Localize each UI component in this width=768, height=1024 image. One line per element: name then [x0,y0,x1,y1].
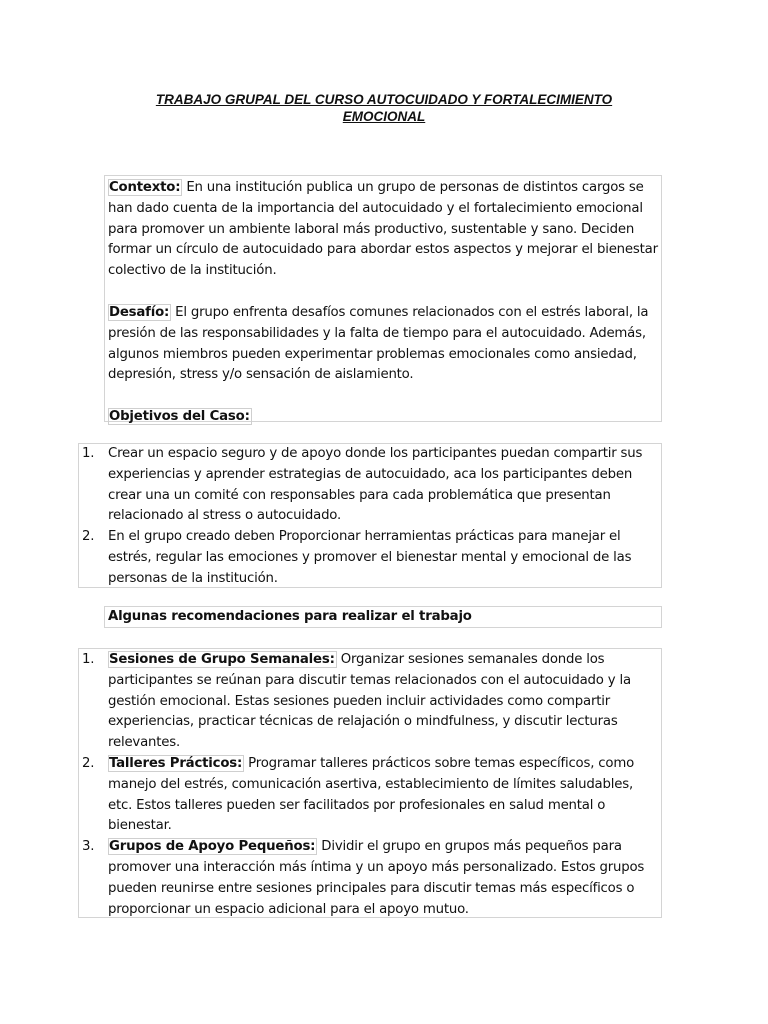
list-number: 2. [82,755,95,771]
list-number: 2. [82,529,95,545]
list-item [79,837,659,920]
challenge-label: Desafío: [109,304,170,320]
recommendations-heading-box [104,606,662,628]
list-number: 1. [82,652,95,667]
recommendation-text: Programar talleres prácticos sobre temas específicos, como manejo del estrés, comunicación asertiva, establecimiento de límites saludables, etc. Estos talleres pueden ser facilitados por profesionales en salud mental o bienestar. [108,755,635,834]
title-line-1: TRABAJO GRUPAL DEL CURSO AUTOCUIDADO Y FORTALECIMIENTO [155,92,613,107]
document-title [110,91,658,125]
challenge-paragraph [108,303,659,386]
recommendations-heading: Algunas recomendaciones para realizar el trabajo [108,609,472,624]
objectives-heading: Objetivos del Caso: [109,409,250,425]
list-item [79,527,659,589]
recommendation-label: Talleres Prácticos: [109,755,243,771]
spacer [108,386,659,407]
recommendation-label: Sesiones de Grupo Semanales: [109,652,335,667]
list-item-text: En el grupo creado deben Proporcionar herramientas prácticas para manejar el estrés, regular las emociones y promover el bienestar mental y emocional de las personas de la institución. [108,529,632,586]
list-item-text: Crear un espacio seguro y de apoyo donde los participantes puedan compartir sus experiencias y aprender estrategias de autocuidado, aca los participantes deben crear una un comité con responsables para cada problemática que presentan relacionado al stress o autocuidado. [108,446,643,524]
recommendation-text: Organizar sesiones semanales donde los participantes se reúnan para discutir temas relacionados con el autocuidado y la gestión emocional. Estas sesiones pueden incluir actividades como compartir experiencias, practicar técnicas de relajación o mindfulness, y discutir lecturas relevantes. [108,652,631,751]
challenge-text: El grupo enfrenta desafíos comunes relacionados con el estrés laboral, la presión de las responsabilidades y la falta de tiempo para el autocuidado. Además, algunos miembros pueden experimentar problemas emocionales como ansiedad, depresión, stress y/o sensación de aislamiento. [108,304,649,383]
list-number: 1. [82,446,95,461]
recommendations-list [79,650,659,920]
context-label: Contexto: [109,180,181,195]
context-section [104,175,662,425]
recommendations-list-section [78,648,662,918]
objectives-list [79,444,659,590]
list-item [79,650,659,754]
context-text: En una institución publica un grupo de personas de distintos cargos se han dado cuenta de la importancia del autocuidado y el fortalecimiento emocional para promover un ambiente laboral más productivo, sustentable y sano. Deciden formar un círculo de autocuidado para abordar estos aspectos y mejorar el bienestar colectivo de la institución. [108,180,658,279]
recommendation-text: Dividir el grupo en grupos más pequeños para promover una interacción más íntima y un apoyo más personalizado. Estos grupos pueden reunirse entre sesiones principales para discutir temas más específicos o proporcionar un espacio adicional para el apoyo mutuo. [108,839,645,917]
recommendation-label: Grupos de Apoyo Pequeños: [109,839,316,855]
list-item [79,754,659,837]
list-item [79,444,659,527]
objectives-list-section [78,443,662,588]
list-number: 3. [82,839,95,855]
objectives-heading-paragraph [108,407,659,428]
title-line-2: EMOCIONAL [342,109,426,124]
spacer [108,282,659,303]
context-paragraph [108,178,659,282]
